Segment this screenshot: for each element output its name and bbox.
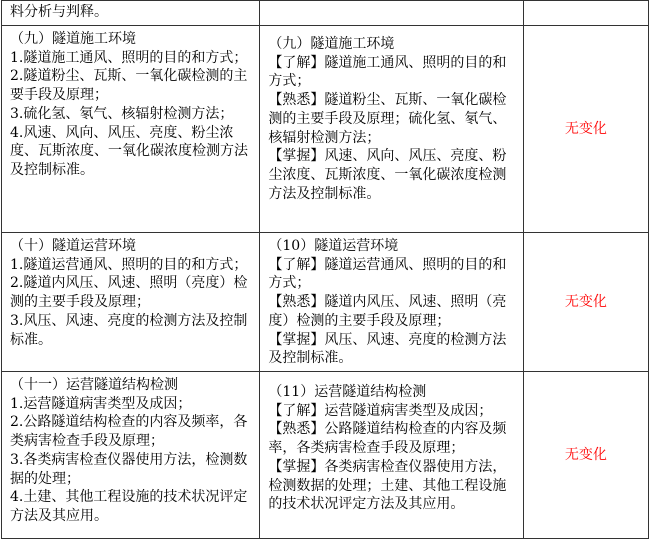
text-line: 【熟悉】隧道粉尘、瓦斯、一氧化碳检测的主要手段及原理；硫化氢、氡气、核辐射检测方法； [268,92,507,146]
change-status-cell [523,1,648,26]
status-text: 无变化 [564,293,607,310]
new-content-cell [260,372,523,539]
old-content-cell [2,372,260,539]
text-line: 1.隧道施工通风、照明的目的和方式； [10,49,248,66]
change-status-cell [523,26,648,233]
section-heading: （11）运营隧道结构检测 [268,384,427,400]
text-line: 2.隧道内风压、风速、照明（亮度）检测的主要手段及原理； [10,275,248,311]
text-line: 2.公路隧道结构检查的内容及频率，各类病害检查手段及原理； [10,414,248,450]
new-content-cell [260,1,523,26]
change-status-cell [523,233,648,372]
text-line: 【掌握】风压、风速、亮度的检测方法及控制标准。 [268,331,507,367]
table-row [2,233,649,372]
text-line: 【了解】运营隧道病害类型及成因； [268,402,493,419]
text-line: 【熟悉】隧道内风压、风速、照明（亮度）检测的主要手段及原理； [268,294,507,329]
text-line: 3.各类病害检查仪器使用方法，检测数据的处理； [10,451,248,487]
old-content-cell [2,233,260,372]
text-line: 【掌握】各类病害检查仪器使用方法，检测数据的处理；土建、其他工程设施的技术状况评定方法及其应用。 [268,458,507,513]
text-line: 【了解】隧道运营通风、照明的目的和方式； [268,256,507,292]
section-heading: （九）隧道施工环境 [268,36,395,52]
text-line: 【熟悉】公路隧道结构检查的内容及频率，各类病害检查手段及原理； [268,421,507,457]
old-content-cell [2,26,260,233]
text-line: 4.风速、风向、风压、亮度、粉尘浓度、瓦斯浓度、一氧化碳浓度检测方法及控制标准。 [10,124,248,178]
new-content-cell [260,26,523,233]
change-status-cell [523,372,648,539]
section-heading: （十）隧道运营环境 [10,238,136,254]
text-line: 1.隧道运营通风、照明的目的和方式； [10,256,248,273]
text-line: 2.隧道粉尘、瓦斯、一氧化碳检测的主要手段及原理； [10,68,248,104]
table-row [2,26,649,233]
text-line: 【了解】隧道施工通风、照明的目的和方式； [268,54,507,90]
text-line: 料分析与判释。 [10,4,108,20]
text-line: 【掌握】风速、风向、风压、亮度、粉尘浓度、瓦斯浓度、一氧化碳浓度检测方法及控制标准。 [268,148,507,202]
table-row [2,1,649,26]
table-row [2,372,649,539]
text-line: 1.运营隧道病害类型及成因； [10,395,192,412]
status-text: 无变化 [564,120,607,137]
section-heading: （十一）运营隧道结构检测 [10,377,178,393]
new-content-cell [260,233,523,372]
syllabus-comparison-table [1,0,649,539]
old-content-cell [2,1,260,26]
status-text: 无变化 [564,446,607,463]
section-heading: （10）隧道运营环境 [268,238,399,254]
text-line: 3.风压、风速、亮度的检测方法及控制标准。 [10,312,248,348]
section-heading: （九）隧道施工环境 [10,31,136,47]
text-line: 4.土建、其他工程设施的技术状况评定方法及其应用。 [10,489,248,524]
text-line: 3.硫化氢、氡气、核辐射检测方法； [10,105,234,122]
